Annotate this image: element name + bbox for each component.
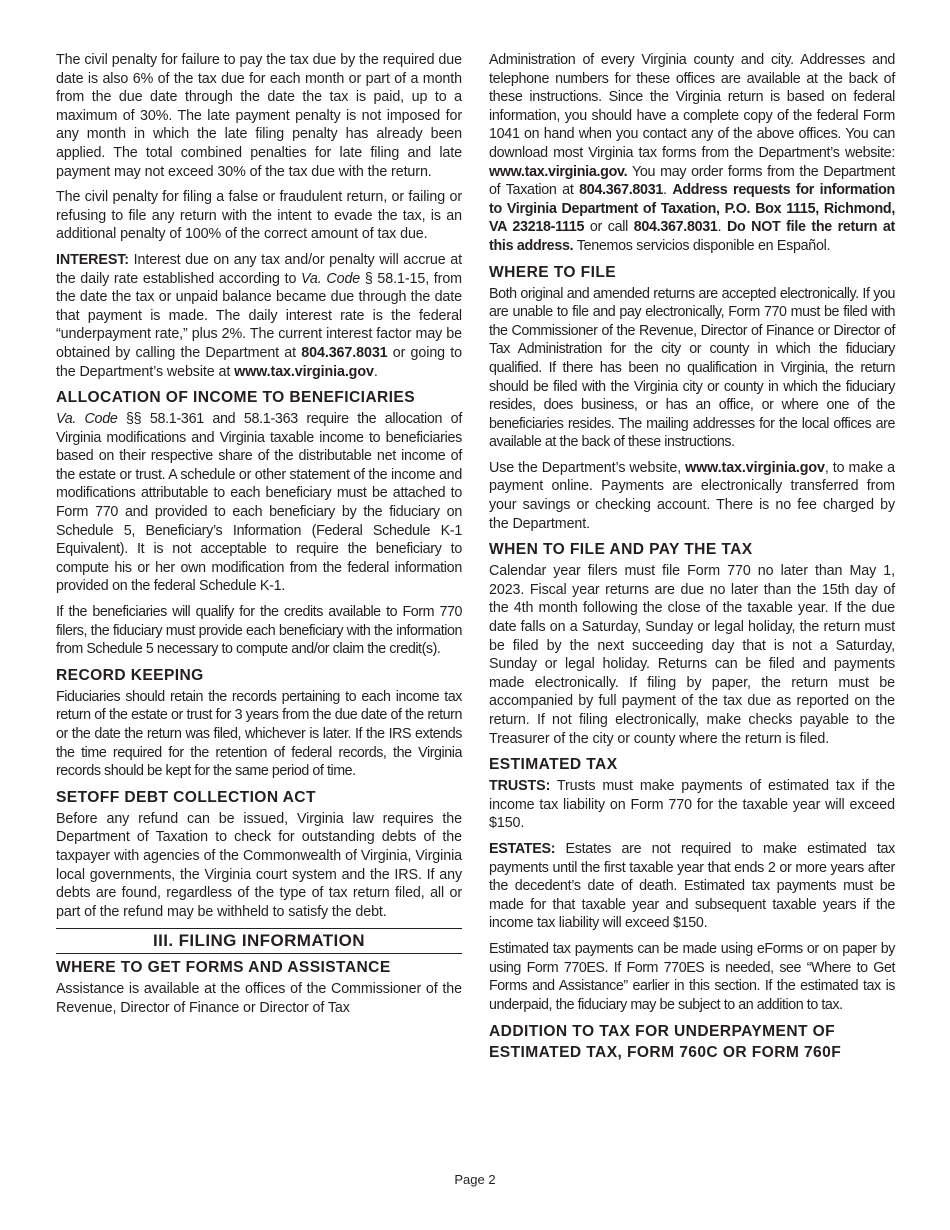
estimated-tax-heading: ESTIMATED TAX [489, 756, 618, 774]
penalty-late-payment-paragraph: The civil penalty for failure to pay the tax due by the required due date is also 6% of the tax due for each month or part of a month from the due date through the date the tax is paid, up to a maximum of 30%. The late payment penalty is not imposed for any month in which the late filing penalty has already been applied. The total combined penalties for late filing and late payment may not exceed 30% of the tax due with the return. [56, 52, 462, 180]
va-code-ref: Va. Code [301, 270, 361, 287]
department-website: www.tax.virginia.gov. [489, 163, 628, 180]
when-to-file-paragraph: Calendar year filers must file Form 770 no later than May 1, 2023. Fiscal year returns are due no later than the 15th day of the 4th month following the close of the taxable year. If the due date falls on a Saturday, Sunday or legal holiday, the return must be filed by the next succeeding day that is not a Saturday, Sunday or legal holiday. Returns can be filed and payments made electronically. If filing by paper, the return must be accompanied by full payment of the tax due as reported on the return. If not filing electronically, make checks payable to the Treasurer of the city or county where the return is filed. [489, 563, 895, 747]
penalty-fraud-paragraph: The civil penalty for filing a false or fraudulent return, or failing or refusing to file any return with the intent to evade the tax, is an additional penalty of 100% of the correct amount of tax due. [56, 189, 462, 243]
trusts-label: TRUSTS: [489, 778, 551, 795]
allocation-paragraph: Va. Code §§ 58.1-361 and 58.1-363 require the allocation of Virginia modifications and Virginia taxable income to beneficiaries based on their respective share of the distributable net income of the estate or trust. A schedule or other statement of the income and modifications attributable to each beneficiary must be attached to Form 770 and provided to each beneficiary by the fiduciary on Schedule 5, Beneficiary’s Information (Federal Schedule K-1 Equivalent). It is not acceptable to require the beneficiary to compute his or her own modification from the federal information provided on the federal Schedule K-1. [56, 411, 462, 595]
interest-label: INTEREST: [56, 251, 129, 268]
allocation-credits-paragraph: If the beneficiaries will qualify for the credits available to Form 770 filers, the fiduciary must provide each beneficiary with the information from Schedule 5 necessary to compute and/or claim the credit(s). [56, 604, 462, 658]
estates-paragraph: ESTATES: Estates are not required to make estimated tax payments until the first taxable year that ends 2 or more years after the decedent’s date of death. Estimated tax payments must be made for that taxable year and subsequent taxable years if the income tax liability will exceed $150. [489, 840, 895, 932]
when-to-file-heading: WHEN TO FILE AND PAY THE TAX [489, 541, 753, 559]
trusts-paragraph: TRUSTS: Trusts must make payments of estimated tax if the income tax liability on Form 770 for the taxable year will exceed $150. [489, 778, 895, 832]
addition-to-tax-heading: ADDITION TO TAX FOR UNDERPAYMENT OF ESTIMATED TAX, FORM 760C OR FORM 760F [489, 1023, 842, 1062]
do-not-file-warning: Do NOT file the return at this address. [489, 219, 895, 254]
department-phone: 804.367.8031 [633, 219, 718, 236]
record-keeping-paragraph: Fiduciaries should retain the records pertaining to each income tax return of the estate or trust for 3 years from the due date of the return or the date the return was filed, whichever is later. If the IRS extends the time required for the retention of federal records, the Virginia records should be kept for the same period of time. [56, 688, 462, 780]
right-column [489, 51, 895, 1066]
estates-label: ESTATES: [489, 840, 556, 857]
page-number: Page 2 [454, 1172, 496, 1187]
left-column [56, 51, 462, 1025]
setoff-paragraph: Before any refund can be issued, Virginia law requires the Department of Taxation to check for outstanding debts of the taxpayer with agencies of the Commonwealth of Virginia, Virginia local governments, the Virginia court system and the IRS. If any debts are found, regardless of the type of tax return filed, all or part of the refund may be withheld to satisfy the debt. [56, 810, 462, 920]
mailing-address: Address requests for information to Virginia Department of Taxation, P.O. Box 1115, Richmond, VA 23218-1115 [489, 182, 895, 236]
assistance-continued-paragraph: Administration of every Virginia county and city. Addresses and telephone numbers for these offices are available at the back of these instructions. Since the Virginia return is based on federal information, you should have a complete copy of the federal Form 1041 on hand when you contact any of the above offices. You can download most Virginia tax forms from the Department’s website: www.tax.virginia.gov. You may order forms from the Department of Taxation at 804.367.8031. Address requests for information to Virginia Department of Taxation, P.O. Box 1115, Richmond, VA 23218-1115 or call 804.367.8031. Do NOT file the return at this address. Tenemos servicios disponible en Español. [489, 52, 895, 254]
where-to-file-paragraph: Both original and amended returns are accepted electronically. If you are unable to file and pay electronically, Form 770 must be filed with the Commissioner of the Revenue, Director of Finance or Director of Tax Administration for the city or county in which the fiduciary qualified. If there has been no qualification in Virginia, the return should be filed with the Virginia city or county in which the fiduciary resides, does business, or has an office, or where one of the beneficiaries resides. The mailing addresses for the local offices are available at the back of these instructions. [489, 285, 895, 451]
allocation-heading: ALLOCATION OF INCOME TO BENEFICIARIES [56, 389, 416, 407]
assistance-paragraph: Assistance is available at the offices of the Commissioner of the Revenue, Director of Finance or Director of Tax [56, 981, 462, 1016]
record-keeping-heading: RECORD KEEPING [56, 666, 204, 684]
online-payment-paragraph: Use the Department’s website, www.tax.virginia.gov, to make a payment online. Payments are electronically transferred from your savings or checking account. There is no fee charged by the Department. [489, 459, 896, 532]
department-phone: 804.367.8031 [579, 182, 663, 199]
department-website: www.tax.virginia.gov [685, 459, 825, 476]
filing-information-section-title: III. FILING INFORMATION [56, 928, 462, 954]
where-to-file-heading: WHERE TO FILE [489, 263, 617, 281]
estimated-payments-paragraph: Estimated tax payments can be made using eForms or on paper by using Form 770ES. If Form 770ES is needed, see “Where to Get Forms and Assistance” earlier in this section. If the estimated tax is underpaid, the fiduciary may be subject to an addition to tax. [489, 940, 895, 1013]
department-website: www.tax.virginia.gov [234, 363, 374, 380]
department-phone: 804.367.8031 [301, 344, 388, 361]
where-to-get-forms-heading: WHERE TO GET FORMS AND ASSISTANCE [56, 959, 391, 977]
va-code-ref: Va. Code [56, 411, 118, 428]
setoff-heading: SETOFF DEBT COLLECTION ACT [56, 788, 316, 806]
interest-paragraph: INTEREST: Interest due on any tax and/or penalty will accrue at the daily rate established according to Va. Code § 58.1-15, from the date the tax or unpaid balance became due through the date that payment is made. The daily interest rate is the federal “underpayment rate,” plus 2%. The current interest factor may be obtained by calling the Department at 804.367.8031 or going to the Department’s website at www.tax.virginia.gov. [56, 251, 462, 380]
